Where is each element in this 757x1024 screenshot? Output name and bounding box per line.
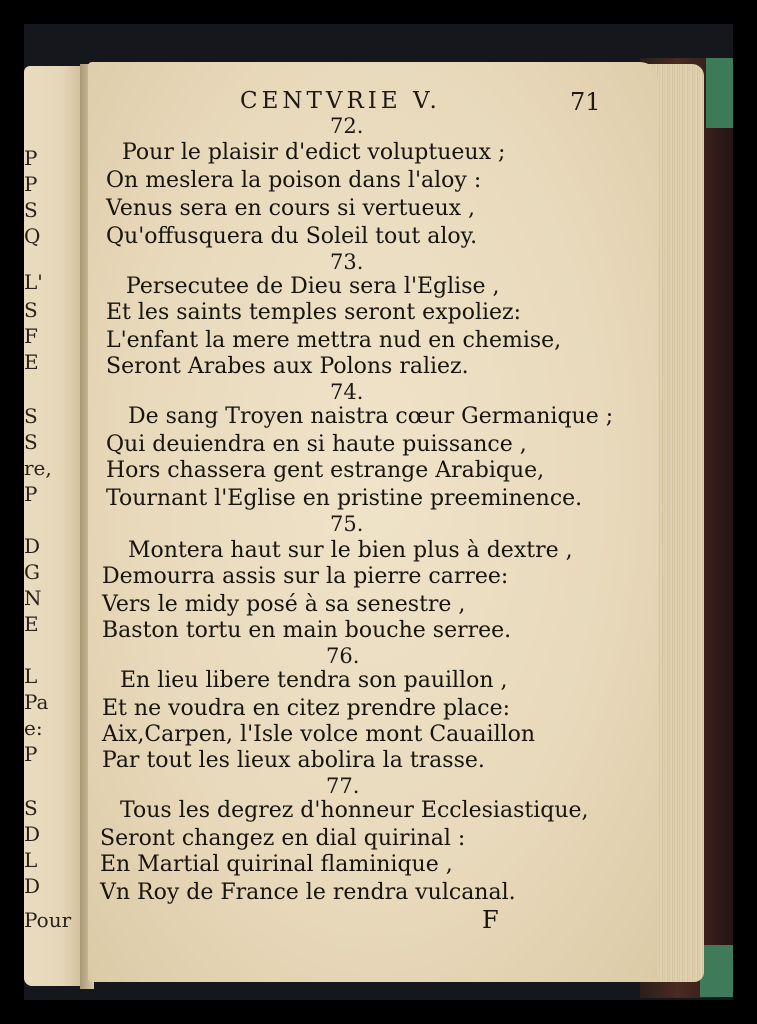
verse-line: Tournant l'Eglise en pristine preeminence.: [106, 486, 583, 511]
left-page-fragment: N: [24, 586, 42, 610]
verse-line: Hors chassera gent estrange Arabique,: [106, 458, 545, 483]
cover-corner-top: [706, 58, 733, 128]
quatrain-number: 77.: [326, 774, 360, 798]
cover-corner-bottom: [700, 945, 733, 997]
verse-line: Par tout les lieux abolira la trasse.: [102, 748, 485, 773]
left-page-fragment: L': [24, 270, 43, 294]
left-page-fragment: S: [24, 404, 38, 428]
left-page-fragment: e:: [24, 716, 43, 740]
verse-line: Et ne voudra en citez prendre place:: [102, 696, 510, 721]
verse-line: Vn Roy de France le rendra vulcanal.: [100, 880, 516, 905]
left-page-fragment: S: [24, 198, 38, 222]
verse-line: Baston tortu en main bouche serree.: [102, 618, 512, 643]
verse-line: De sang Troyen naistra cœur Germanique ;: [128, 404, 614, 429]
left-page-fragment: S: [24, 298, 38, 322]
verse-line: Tous les degrez d'honneur Ecclesiastique,: [120, 798, 589, 823]
left-page-fragment: L: [24, 848, 38, 872]
left-page-fragment: P: [24, 172, 38, 196]
left-page-fragment: F: [24, 324, 38, 348]
left-page-fragment: E: [24, 612, 39, 636]
left-page-fragment: re,: [24, 456, 52, 480]
left-page-fragment: D: [24, 534, 41, 558]
left-page: [24, 66, 88, 986]
verse-line: Demourra assis sur la pierre carree:: [102, 564, 509, 589]
quatrain-number: 75.: [330, 512, 364, 536]
verse-line: Et les saints temples seront expoliez:: [106, 300, 522, 325]
verse-line: Qu'offusquera du Soleil tout aloy.: [106, 224, 478, 249]
left-page-fragment: P: [24, 742, 38, 766]
verse-line: En lieu libere tendra son pauillon ,: [120, 668, 508, 693]
left-page-fragment: P: [24, 482, 38, 506]
left-page-fragment: Q: [24, 224, 41, 248]
verse-line: L'enfant la mere mettra nud en chemise,: [106, 328, 562, 353]
quatrain-number: 74.: [330, 380, 364, 404]
left-page-fragment: D: [24, 874, 41, 898]
quatrain-number: 76.: [326, 644, 360, 668]
left-page-fragment: L: [24, 664, 38, 688]
left-page-fragment: S: [24, 796, 38, 820]
verse-line: Seront changez en dial quirinal :: [100, 826, 466, 851]
verse-line: Seront Arabes aux Polons raliez.: [106, 354, 469, 379]
left-page-fragment: E: [24, 350, 39, 374]
left-page-fragment: Pour: [24, 908, 72, 932]
quatrain-number: 72.: [330, 114, 364, 138]
running-header: CENTVRIE V.: [240, 88, 441, 114]
verse-line: En Martial quirinal flaminique ,: [100, 852, 453, 877]
verse-line: On meslera la poison dans l'aloy :: [106, 168, 482, 193]
verse-line: Venus sera en cours si vertueux ,: [106, 196, 476, 221]
left-page-fragment: S: [24, 430, 38, 454]
verse-line: Aix,Carpen, l'Isle volce mont Cauaillon: [102, 722, 536, 747]
verse-line: Pour le plaisir d'edict voluptueux ;: [122, 140, 506, 165]
left-page-fragment: P: [24, 146, 38, 170]
verse-line: Vers le midy posé à sa senestre ,: [102, 592, 466, 617]
verse-line: Qui deuiendra en si haute puissance ,: [106, 432, 527, 457]
left-page-fragment: G: [24, 560, 40, 584]
signature-mark: F: [482, 906, 499, 934]
left-page-fragment: D: [24, 822, 41, 846]
verse-line: Montera haut sur le bien plus à dextre ,: [128, 538, 573, 563]
left-page-fragment: Pa: [24, 690, 49, 714]
quatrain-number: 73.: [330, 250, 364, 274]
page-number: 71: [570, 88, 601, 116]
verse-line: Persecutee de Dieu sera l'Eglise ,: [126, 274, 500, 299]
